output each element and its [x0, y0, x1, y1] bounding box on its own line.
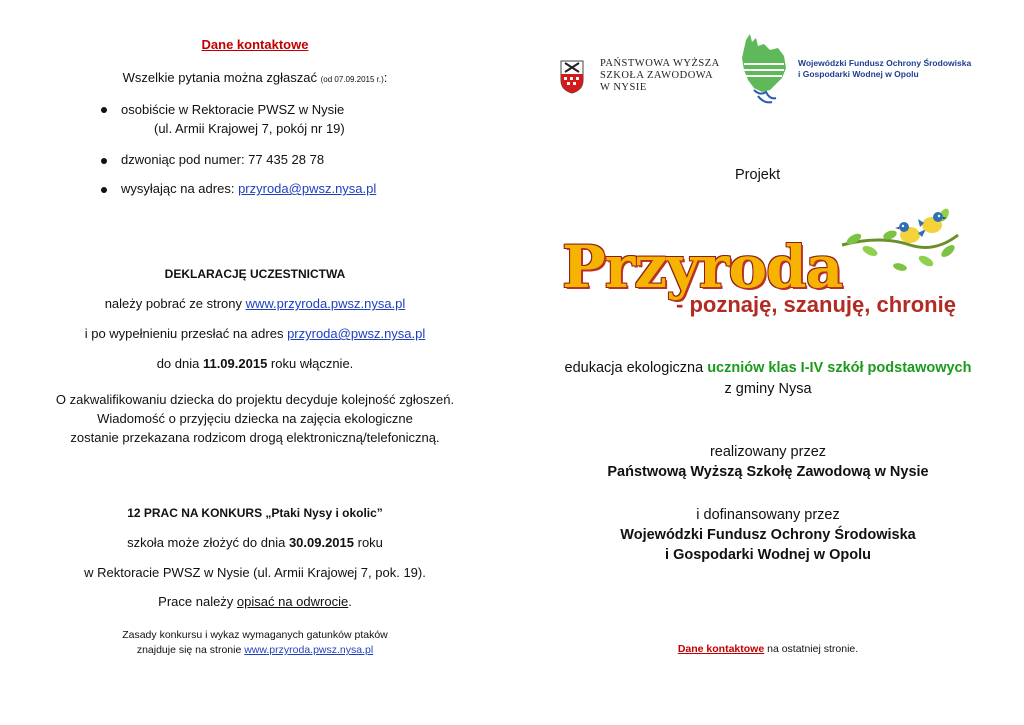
qualification-line-1: O zakwalifikowaniu dziecka do projektu decyduje kolejność zgłoszeń. — [55, 392, 455, 407]
education-area: z gminy Nysa — [724, 381, 812, 397]
contest-submit-line — [0, 535, 510, 550]
contact-email-line — [121, 181, 376, 196]
wf-logo-line-2: i Gospodarki Wodnej w Opolu — [798, 69, 919, 79]
questions-date: (od 07.09.2015 r.) — [320, 75, 384, 84]
declaration-heading: DEKLARACJĘ UCZESTNICTWA — [164, 267, 346, 281]
project-subtitle: - poznaję, szanuję, chronię — [676, 292, 956, 317]
education-text: edukacja ekologiczna — [564, 360, 708, 376]
footer-contact-link[interactable]: Dane kontaktowe — [677, 643, 765, 655]
deadline-text: do dnia — [156, 356, 203, 371]
bullet-icon — [101, 107, 107, 113]
wf-logo — [740, 34, 980, 106]
left-page — [0, 0, 510, 725]
education-target: uczniów klas I-IV szkół podstawowych — [707, 360, 972, 376]
footer-note — [512, 643, 1024, 655]
email-prefix: wysyłając na adres: — [121, 181, 239, 196]
contest-submit-text: szkoła może złożyć do dnia — [127, 535, 289, 550]
cofinanced-by-label: i dofinansowany przez — [696, 507, 840, 523]
wf-map-icon — [740, 34, 790, 106]
birds-branch-icon — [840, 205, 960, 280]
contest-heading: 12 PRAC NA KONKURS „Ptaki Nysy i okolic” — [127, 506, 383, 520]
cofinanced-by-name-2: i Gospodarki Wodnej w Opolu — [665, 547, 871, 563]
qualification-note — [0, 390, 510, 447]
projekt-label: Projekt — [735, 167, 781, 183]
contact-phone: dzwoniąc pod numer: 77 435 28 78 — [121, 152, 325, 167]
rules-line-2 — [0, 643, 510, 658]
send-text: i po wypełnieniu przesłać na adres — [84, 326, 288, 341]
pwsz-logo-line-2: SZKOŁA ZAWODOWA — [600, 70, 714, 81]
wf-logo-line-1: Wojewódzki Fundusz Ochrony Środowiska — [798, 58, 972, 68]
realized-by-label: realizowany przez — [709, 444, 827, 460]
rules-text: znajduje się na stronie — [136, 644, 245, 656]
rules-note — [0, 628, 510, 658]
send-email-link[interactable]: przyroda@pwsz.nysa.pl — [287, 326, 426, 341]
qualification-line-3: zostanie przekazana rodzicom drogą elektroniczną/telefoniczną. — [70, 430, 440, 445]
download-line — [0, 296, 510, 311]
contact-in-person: osobiście w Rektoracie PWSZ w Nysie — [121, 102, 345, 117]
download-text: należy pobrać ze strony — [104, 296, 246, 311]
pwsz-logo-line-1: PAŃSTWOWA WYŻSZA — [600, 58, 720, 69]
bullet-icon — [101, 187, 107, 193]
deadline-line — [0, 356, 510, 371]
pwsz-shield-icon — [560, 60, 584, 94]
questions-colon: : — [383, 70, 388, 85]
contest-place: w Rektoracie PWSZ w Nysie (ul. Armii Krajowej 7, pok. 19). — [84, 565, 426, 580]
pwsz-logo-text — [600, 58, 720, 94]
bullet-icon — [101, 158, 107, 164]
describe-underlined: opisać na odwrocie — [236, 594, 349, 609]
describe-suffix: . — [348, 594, 352, 609]
contest-submit-date: 30.09.2015 — [288, 535, 355, 550]
questions-text: Wszelkie pytania można zgłaszać — [122, 70, 321, 85]
wf-logo-text — [798, 58, 971, 80]
questions-line — [0, 70, 510, 85]
contact-address: (ul. Armii Krajowej 7, pokój nr 19) — [154, 121, 345, 136]
qualification-line-2: Wiadomość o przyjęciu dziecka na zajęcia ekologiczne — [97, 411, 413, 426]
download-link[interactable]: www.przyroda.pwsz.nysa.pl — [245, 296, 406, 311]
footer-suffix: na ostatniej stronie. — [764, 643, 859, 655]
project-title: Przyroda — [562, 233, 843, 301]
cofinanced-by-name-1: Wojewódzki Fundusz Ochrony Środowiska — [620, 527, 916, 543]
rules-line-1: Zasady konkursu i wykaz wymaganych gatunków ptaków — [122, 629, 388, 641]
education-line — [512, 360, 1024, 376]
contact-email-link[interactable]: przyroda@pwsz.nysa.pl — [238, 181, 377, 196]
contest-submit-suffix: roku — [354, 535, 383, 550]
realized-by-name: Państwową Wyższą Szkołę Zawodową w Nysie — [607, 464, 929, 480]
deadline-date: 11.09.2015 — [202, 356, 268, 371]
pwsz-logo-line-3: W NYSIE — [600, 82, 647, 93]
send-line — [0, 326, 510, 341]
describe-text: Prace należy — [158, 594, 237, 609]
rules-link[interactable]: www.przyroda.pwsz.nysa.pl — [244, 644, 374, 656]
describe-line — [0, 594, 510, 609]
contact-heading: Dane kontaktowe — [201, 37, 309, 52]
pwsz-logo — [560, 58, 720, 106]
deadline-suffix: roku włącznie. — [267, 356, 354, 371]
